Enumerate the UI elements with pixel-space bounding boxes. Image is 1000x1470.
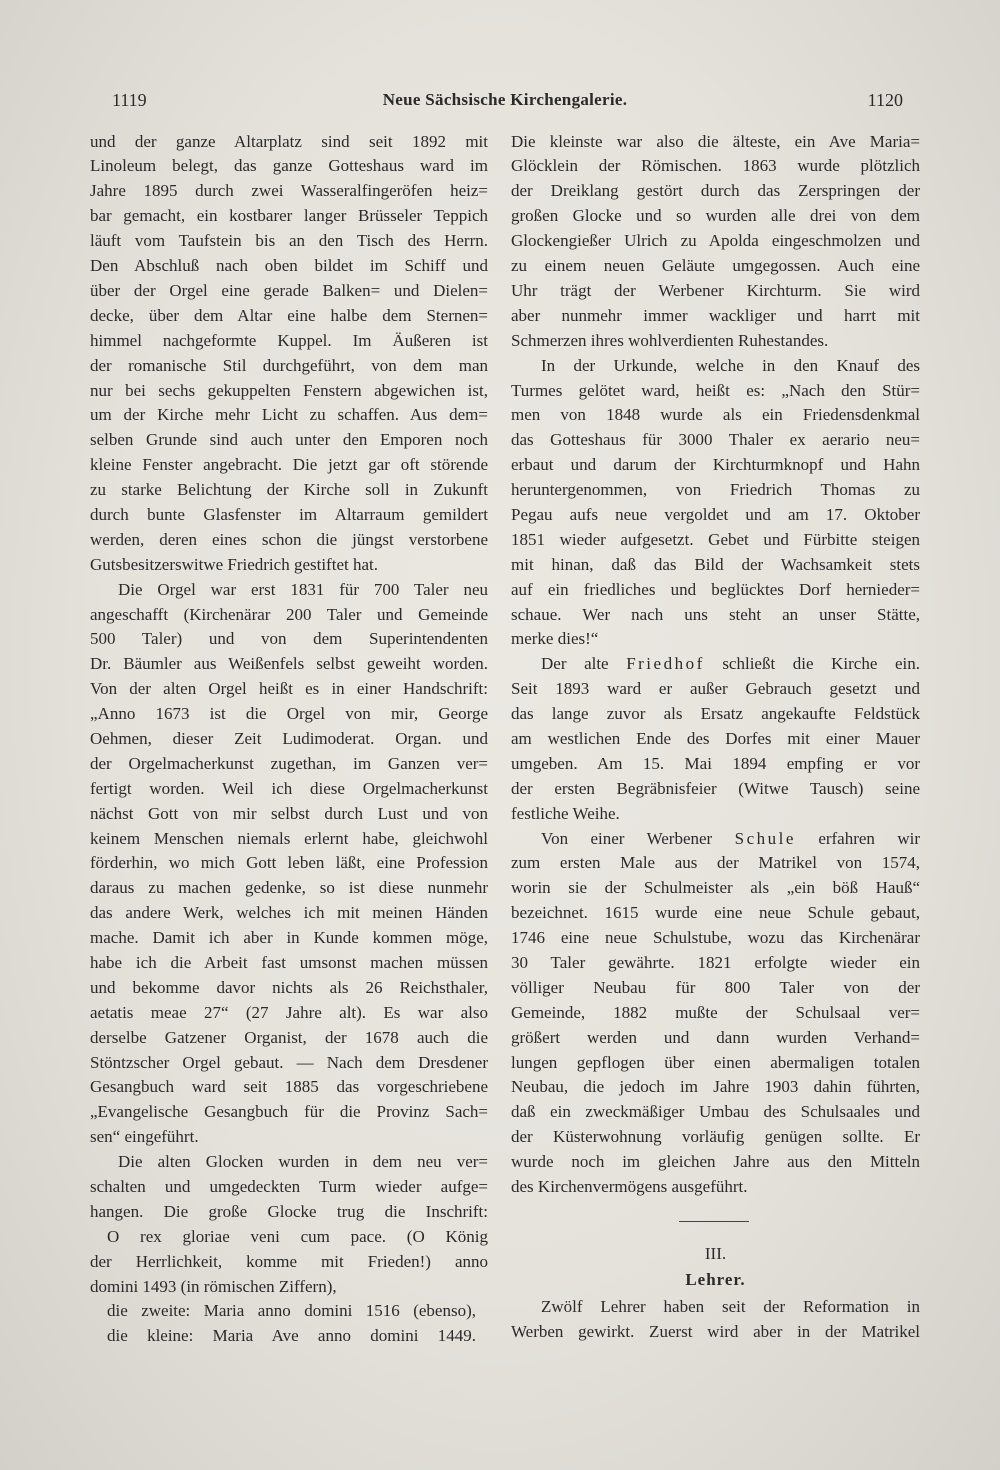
- text-line: läuft vom Taufstein bis an den Tisch des Herrn.: [90, 231, 488, 251]
- text-line: hangen. Die große Glocke trug die Inschrift:: [90, 1201, 488, 1221]
- text-line: Die Orgel war erst 1831 für 700 Taler neu: [118, 579, 488, 599]
- text-line: zu einem neuen Geläute umgegossen. Auch eine: [511, 256, 920, 276]
- text-line: zum ersten Male aus der Matrikel von 1574,: [511, 853, 920, 873]
- text-line: um der Kirche mehr Licht zu schaffen. Aus dem=: [90, 405, 488, 425]
- text-line: wurde noch im gleichen Jahre aus den Mitteln: [511, 1152, 920, 1172]
- text-line: kleine Fenster angebracht. Die jetzt gar oft störende: [90, 455, 488, 475]
- text-line: Die kleinste war also die älteste, ein Ave Maria=: [511, 131, 920, 151]
- text-line: daß ein zweckmäßiger Umbau des Schulsaales und: [511, 1102, 920, 1122]
- left-column: [90, 130, 488, 1350]
- text-line: der Dreiklang gestört durch das Zerspringen der: [511, 181, 920, 201]
- text-line: Jahre 1895 durch zwei Wasseralfingeröfen heiz=: [90, 181, 488, 201]
- page-number-left: 1119: [112, 90, 147, 110]
- text-line: die zweite: Maria anno domini 1516 (ebenso),: [107, 1301, 476, 1321]
- text-line: völliger Neubau für 800 Taler von der: [511, 977, 920, 997]
- text-line: „Evangelische Gesangbuch für die Provinz Sach=: [90, 1102, 488, 1122]
- text-line: das andere Werk, welches ich mit meinen Händen: [90, 903, 488, 923]
- text-line: das lange zuvor als Ersatz angekaufte Feldstück: [511, 704, 920, 724]
- text-line: bezeichnet. 1615 wurde eine neue Schule gebaut,: [511, 903, 920, 923]
- text-line: Glöcklein der Römischen. 1863 wurde plötzlich: [511, 156, 920, 176]
- text-line: Oehmen, dieser Zeit Ludimoderat. Organ. und: [90, 728, 488, 748]
- text-line: festliche Weihe.: [511, 803, 620, 823]
- text-line: derselbe Gatzener Organist, der 1678 auch die: [90, 1027, 488, 1047]
- section-divider-rule: [679, 1221, 749, 1222]
- text-line: men von 1848 wurde als ein Friedensdenkmal: [511, 405, 920, 425]
- text-line: bar gemacht, ein kostbarer langer Brüsseler Teppich: [90, 206, 488, 226]
- text-line: worin sie der Schulmeister als „ein böß Hauß“: [511, 878, 920, 898]
- text-line: Von der alten Orgel heißt es in einer Handschrift:: [90, 679, 488, 699]
- text-line: der ersten Begräbnisfeier (Witwe Tausch) seine: [511, 778, 920, 798]
- text-line: Seit 1893 ward er außer Gebrauch gesetzt und: [511, 679, 920, 699]
- text-line: merke dies!“: [511, 629, 599, 649]
- text-line: Werben gewirkt. Zuerst wird aber in der Matrikel: [511, 1321, 920, 1341]
- text-line: die kleine: Maria Ave anno domini 1449.: [107, 1326, 476, 1346]
- text-line: selben Grunde sind auch unter den Emporen noch: [90, 430, 488, 450]
- text-line: der Orgelmacherkunst zugethan, im Ganzen ver=: [90, 753, 488, 773]
- running-title: Neue Sächsische Kirchengalerie.: [382, 90, 628, 109]
- text-line: keinem Menschen niemals erlernt habe, gleichwohl: [90, 828, 488, 848]
- text-line: daraus zu machen gedenke, so ist diese nunmehr: [90, 878, 488, 898]
- text-line: 1851 wieder aufgesetzt. Gebet und Fürbitte steigen: [511, 529, 920, 549]
- emphasized-word: Schule: [734, 828, 796, 848]
- text-line: 500 Taler) und von dem Superintendenten: [90, 629, 488, 649]
- text-line: über der Orgel eine gerade Balken= und Dielen=: [90, 280, 488, 300]
- text-line: werden, deren eines schon die jüngst verstorbene: [90, 529, 488, 549]
- text-line: angeschafft (Kirchenärar 200 Taler und Gemeinde: [90, 604, 488, 624]
- text-line: habe ich die Arbeit fast umsonst machen müssen: [90, 952, 488, 972]
- text-line: Zwölf Lehrer haben seit der Reformation in: [541, 1297, 920, 1316]
- text-line: großen Glocke und so wurden alle drei von dem: [511, 206, 920, 226]
- text-line: schalten und umgedeckten Turm wieder aufge=: [90, 1177, 488, 1196]
- right-column: [511, 130, 920, 1200]
- text-line: Von einer Werbener Schule erfahren wir: [541, 828, 920, 848]
- text-line: mit hinan, daß das Bild der Wachsamkeit stets: [511, 554, 920, 574]
- text-line: 30 Taler gewährte. 1821 erfolgte wieder ein: [511, 952, 920, 972]
- text-line: Die alten Glocken wurden in dem neu ver=: [118, 1152, 488, 1172]
- text-line: durch bunte Glasfenster im Altarraum gemildert: [90, 504, 488, 524]
- text-line: Gutsbesitzerswitwe Friedrich gestiftet hat.: [90, 554, 378, 574]
- section-heading: Lehrer.: [685, 1270, 746, 1289]
- text-line: Den Abschluß nach oben bildet im Schiff und: [90, 256, 488, 276]
- text-line: Turmes gelötet ward, heißt es: „Nach den Stür=: [511, 380, 920, 400]
- text-line: der romanische Stil durchgeführt, von dem man: [90, 355, 488, 375]
- text-line: Uhr trägt der Werbener Kirchturm. Sie wird: [511, 280, 920, 300]
- text-line: aetatis meae 27“ (27 Jahre alt). Es war also: [90, 1002, 488, 1022]
- text-line: O rex gloriae veni cum pace. (O König: [107, 1226, 488, 1246]
- text-line: Linoleum belegt, das ganze Gotteshaus ward im: [90, 156, 488, 176]
- text-line: nur bei sechs gekuppelten Fenstern abgewichen ist,: [90, 380, 488, 400]
- text-line: zu starke Belichtung der Kirche soll in Zukunft: [90, 480, 488, 500]
- text-line: auf ein friedliches und beglücktes Dorf hernieder=: [511, 579, 920, 599]
- text-line: lungen gepflogen über einen abermaligen totalen: [511, 1052, 920, 1072]
- text-line: „Anno 1673 ist die Orgel von mir, George: [90, 704, 488, 724]
- text-line: am westlichen Ende des Dorfes mit einer Mauer: [511, 728, 920, 748]
- text-line: Gesangbuch ward seit 1885 das vorgeschriebene: [90, 1077, 488, 1097]
- text-line: sen“ eingeführt.: [90, 1127, 199, 1147]
- text-line: erbaut und darum der Kirchturmknopf und Hahn: [511, 455, 920, 475]
- text-line: Gemeinde, 1882 mußte der Schulsaal ver=: [511, 1002, 920, 1022]
- text-line: größert werden und dann wurden Verhand=: [511, 1027, 920, 1047]
- text-line: das Gotteshaus für 3000 Thaler ex aerario neu=: [511, 430, 920, 450]
- text-line: 1746 eine neue Schulstube, wozu das Kirchenärar: [511, 928, 920, 948]
- text-line: In der Urkunde, welche in den Knauf des: [541, 355, 920, 375]
- text-line: und bekomme davor nichts als 26 Reichsthaler,: [90, 977, 488, 997]
- text-line: Glockengießer Ulrich zu Apolda eingeschmolzen und: [511, 231, 920, 251]
- text-line: umgeben. Am 15. Mai 1894 empfing er vor: [511, 753, 920, 773]
- page-number-right: 1120: [867, 90, 903, 110]
- text-line: Schmerzen ihres wohlverdienten Ruhestandes.: [511, 330, 829, 350]
- text-line: Neubau, die jedoch im Jahre 1903 dahin führten,: [511, 1077, 920, 1097]
- text-line: Pegau aufs neue vergoldet und am 17. Oktober: [511, 504, 920, 524]
- text-line: des Kirchenvermögens ausgeführt.: [511, 1177, 748, 1196]
- text-line: mache. Damit ich aber in Kunde kommen möge,: [90, 928, 488, 948]
- section-body: [511, 1295, 920, 1345]
- text-line: förderhin, wo mich Gott leben läßt, eine Profession: [90, 853, 488, 873]
- text-line: Stöntzscher Orgel gebaut. — Nach dem Dresdener: [90, 1052, 488, 1072]
- text-line: Dr. Bäumler aus Weißenfels selbst geweiht worden.: [90, 654, 488, 674]
- text-line: himmel nachgeformte Kuppel. Im Äußeren ist: [90, 330, 488, 350]
- text-line: nächst Gott von mir selbst durch Lust und von: [90, 803, 488, 823]
- text-line: aber nunmehr immer wackliger und harrt mit: [511, 305, 920, 325]
- text-line: domini 1493 (in römischen Ziffern),: [90, 1276, 337, 1296]
- text-line: der Herrlichkeit, komme mit Frieden!) anno: [90, 1251, 488, 1271]
- emphasized-word: Friedhof: [626, 654, 705, 674]
- text-line: fertigt worden. Weil ich diese Orgelmacherkunst: [90, 778, 488, 798]
- text-line: decke, über dem Altar eine halbe dem Sternen=: [90, 305, 488, 325]
- text-line: und der ganze Altarplatz sind seit 1892 mit: [90, 131, 488, 151]
- section-number: III.: [704, 1244, 727, 1263]
- text-line: der Küsterwohnung vorläufig genügen sollte. Er: [511, 1127, 920, 1147]
- text-line: Der alte Friedhof schließt die Kirche ein.: [541, 654, 920, 674]
- text-line: heruntergenommen, von Friedrich Thomas zu: [511, 480, 920, 500]
- text-line: schaue. Wer nach uns steht an unser Stätte,: [511, 604, 920, 624]
